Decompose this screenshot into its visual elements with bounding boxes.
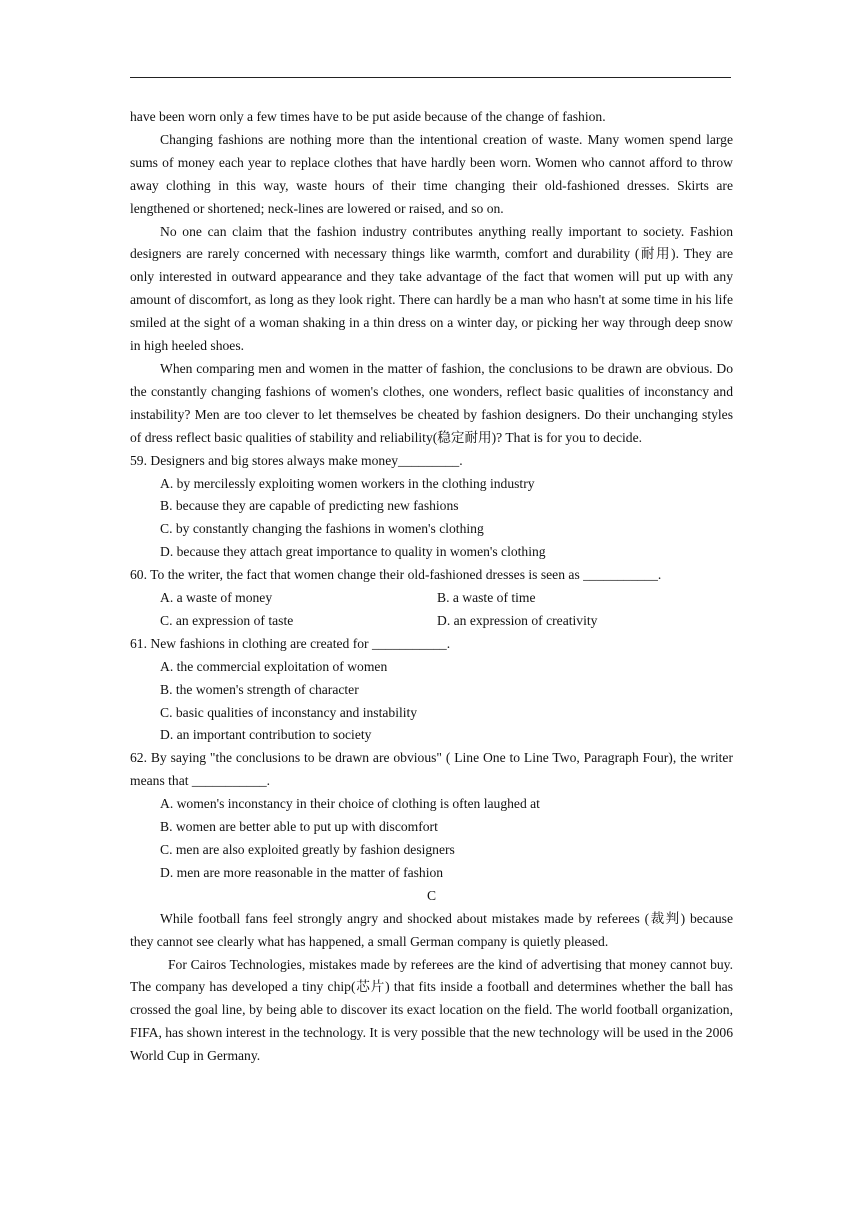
question-60-option-c: C. an expression of taste [160,612,294,628]
paragraph-cairos: For Cairos Technologies, mistakes made by referees are the kind of advertising that money cannot buy. The company has developed a tiny chip(芯片) that fits inside a football and determines whether the ball has crossed the goal line, by being able to discover its exact location on the field. The world football organization, FIFA, has shown interest in the technology. It is very possible that the new technology will be used in the 2006 World Cup in Germany. [130,956,733,1064]
paragraph-industry: No one can claim that the fashion industry contributes anything really important to society. Fashion designers are rarely concerned with necessary things like warmth, comfort and durability (耐用). They are only interested in outward appearance and they take advantage of the fact that women will put up with any amount of discomfort, as long as they look right. There can hardly be a man who hasn't at some time in his life smiled at the sight of a woman shaking in a thin dress on a winter day, or picking her way through deep snow in high heeled shoes. [130,223,733,354]
question-60-option-b: B. a waste of time [437,590,536,606]
question-61-stem: 61. New fashions in clothing are created for ___________. [130,635,451,651]
paragraph-continued: have been worn only a few times have to be put aside because of the change of fashion. [130,109,606,124]
question-59-stem: 59. Designers and big stores always make money_________. [130,452,463,468]
question-60-options-row-2 [130,610,733,633]
paragraph-referees: While football fans feel strongly angry and shocked about mistakes made by referees (裁判) because they cannot see clearly what has happened, a small German company is quietly pleased. [130,910,733,949]
question-61-option-c: C. basic qualities of inconstancy and instability [160,704,418,720]
question-60-stem: 60. To the writer, the fact that women change their old-fashioned dresses is seen as ___________. [130,567,662,583]
question-62-option-c: C. men are also exploited greatly by fashion designers [160,842,455,857]
question-59-option-d: D. because they attach great importance to quality in women's clothing [160,544,546,560]
question-62-option-b: B. women are better able to put up with discomfort [160,819,438,835]
question-60-option-d: D. an expression of creativity [437,612,598,628]
question-60-options-row-1 [130,587,733,610]
paragraph-waste: Changing fashions are nothing more than the intentional creation of waste. Many women spend large sums of money each year to replace clothes that have hardly been worn. Women who cannot afford to throw away clothing in this way, waste hours of their time changing their old-fashioned dresses. Skirts are lengthened or shortened; neck-lines are lowered or raised, and so on. [130,131,733,216]
question-62-option-d: D. men are more reasonable in the matter of fashion [160,864,444,880]
question-61-option-b: B. the women's strength of character [160,681,359,697]
question-59-option-c: C. by constantly changing the fashions in women's clothing [160,521,484,537]
paragraph-comparison: When comparing men and women in the matter of fashion, the conclusions to be drawn are obvious. Do the constantly changing fashions of women's clothes, one wonders, reflect basic qualities of inconstancy and instability? Men are too clever to let themselves be cheated by fashion designers. Do their unchanging styles of dress reflect basic qualities of stability and reliability(稳定耐用)? That is for you to decide. [130,360,733,445]
document-body [130,106,733,1068]
question-59-option-a: A. by mercilessly exploiting women workers in the clothing industry [160,475,535,491]
question-59-option-b: B. because they are capable of predicting new fashions [160,498,459,514]
section-c-heading: C [426,887,437,903]
question-61-option-a: A. the commercial exploitation of women [160,658,388,674]
question-62-stem: 62. By saying "the conclusions to be drawn are obvious" ( Line One to Line Two, Paragraph Four), the writer means that ___________. [130,750,733,789]
question-60-option-a: A. a waste of money [160,590,273,606]
question-62-option-a: A. women's inconstancy in their choice of clothing is often laughed at [160,796,540,812]
header-rule [130,77,731,78]
question-61-option-d: D. an important contribution to society [160,727,372,743]
